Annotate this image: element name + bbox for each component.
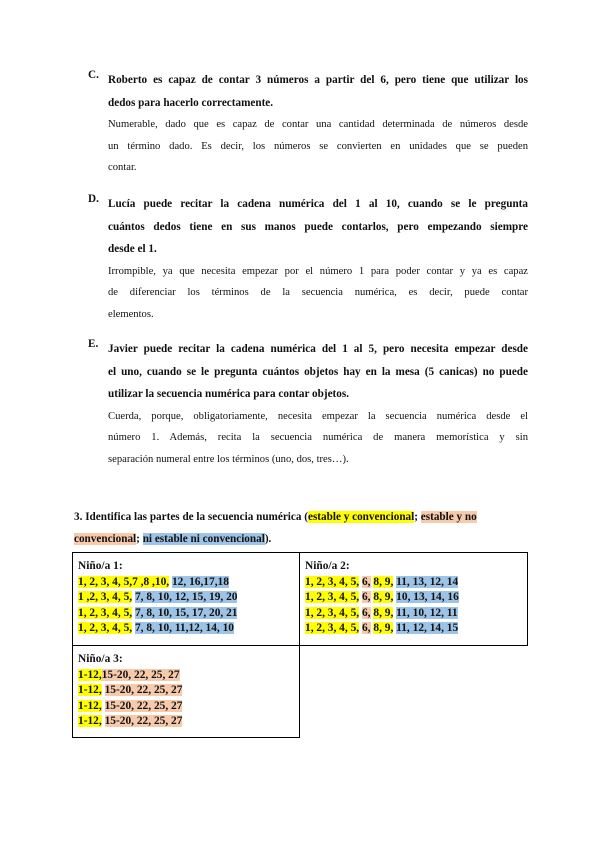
sequence-segment: 1, 2, 3, 4, 5,7 ,8 ,10, xyxy=(78,575,170,588)
sequence-segment: 1-12, xyxy=(78,715,102,728)
child-3-cell xyxy=(72,645,300,738)
section-3-intro: 3. Identifica las partes de la secuencia numérica ( xyxy=(74,511,308,523)
sequence-segment: 7, 8, 10, 15, 17, 20, 21 xyxy=(134,606,238,619)
sequence-segment: 7, 8, 10, 11,12, 14, 10 xyxy=(134,622,235,635)
legend-separator: ; xyxy=(136,533,143,545)
sequence-segment: 8, 9, xyxy=(373,591,394,604)
item-question xyxy=(108,338,528,406)
sequence-segment: 1, 2, 3, 4, 5, xyxy=(78,622,133,635)
sequence-row xyxy=(78,575,295,591)
sequence-segment: 6, xyxy=(361,591,371,604)
legend-stable-not-conventional-part2: convencional xyxy=(74,533,137,545)
legend-stable-not-conventional-part1: estable y no xyxy=(420,511,477,523)
child-1-cell xyxy=(72,552,300,646)
sequence-segment: 11, 10, 12, 11 xyxy=(396,606,458,619)
question-line: desde el 1. xyxy=(108,243,157,255)
sequence-row xyxy=(305,621,523,637)
answer-line: Numerable, dado que es capaz de contar una cantidad determinada de números desde xyxy=(108,119,528,130)
sequence-row xyxy=(78,606,295,622)
sequence-segment: 8, 9, xyxy=(373,606,394,619)
sequence-segment: 8, 9, xyxy=(373,575,394,588)
sequence-segment: 1, 2, 3, 4, 5, xyxy=(78,606,133,619)
sequence-segment: 12, 16,17,18 xyxy=(171,575,229,588)
child-rows xyxy=(78,668,295,730)
sequence-segment: 1, 2, 3, 4, 5, xyxy=(305,622,360,635)
sequence-row xyxy=(78,668,295,684)
sequence-segment: 1 ,2, 3, 4, 5, xyxy=(78,591,133,604)
sequence-segment: 15-20, 22, 25, 27 xyxy=(104,684,183,697)
child-rows xyxy=(305,575,523,637)
item-question xyxy=(108,69,528,114)
answer-line: Cuerda, porque, obligatoriamente, necesita empezar la secuencia numérica desde el xyxy=(108,410,528,422)
child-2-cell xyxy=(299,552,528,646)
sequence-segment: 6, xyxy=(361,622,371,635)
child-title: Niño/a 3: xyxy=(78,653,123,665)
item-letter: C. xyxy=(88,69,99,81)
question-line: dedos para hacerlo correctamente. xyxy=(108,96,274,109)
legend-stable-conventional: estable y convencional xyxy=(307,511,415,523)
sequence-segment: 10, 13, 14, 16 xyxy=(396,591,459,604)
sequence-row xyxy=(305,575,523,591)
sequence-row xyxy=(78,590,295,606)
sequence-segment: 1, 2, 3, 4, 5, xyxy=(305,575,360,588)
question-line: el uno, cuando se le pregunta cuántos objetos hay en la mesa (5 canicas) no puede xyxy=(108,365,528,378)
item-e xyxy=(88,338,528,470)
sequence-row xyxy=(305,590,523,606)
sequence-row xyxy=(78,699,295,715)
answer-line: contar. xyxy=(108,162,137,173)
question-line: utilizar la secuencia numérica para contar objetos. xyxy=(108,388,350,400)
item-letter: D. xyxy=(88,193,99,205)
item-question xyxy=(108,193,528,261)
legend-neither: ni estable ni convencional xyxy=(142,533,265,545)
children-sequence-table xyxy=(72,552,528,738)
answer-line: Irrompible, ya que necesita empezar por el número 1 para poder contar y ya es capaz xyxy=(108,265,528,277)
sequence-segment: 15-20, 22, 25, 27 xyxy=(104,699,183,712)
sequence-segment: 6, xyxy=(361,575,371,588)
item-letter: E. xyxy=(88,338,99,350)
question-line: cuántos dedos tiene en sus manos puede contarlos, pero empezando siempre xyxy=(108,220,528,233)
child-rows xyxy=(78,575,295,637)
item-d xyxy=(88,193,528,325)
sequence-segment: 1, 2, 3, 4, 5, xyxy=(305,606,360,619)
child-title: Niño/a 2: xyxy=(305,560,350,572)
sequence-segment: 15-20, 22, 25, 27 xyxy=(101,668,180,681)
answer-line: elementos. xyxy=(108,308,154,320)
item-answer xyxy=(108,114,528,179)
section-3-close: ). xyxy=(264,533,272,545)
sequence-segment: 15-20, 22, 25, 27 xyxy=(104,715,183,728)
sequence-row xyxy=(305,606,523,622)
sequence-segment: 1-12, xyxy=(78,699,102,712)
section-3-heading xyxy=(74,506,530,550)
sequence-segment: 8, 9, xyxy=(373,622,394,635)
answer-line: número 1. Además, recita la secuencia numérica de manera memorística y sin xyxy=(108,432,528,443)
sequence-segment: 7, 8, 10, 12, 15, 19, 20 xyxy=(134,591,238,604)
question-line: Lucía puede recitar la cadena numérica del 1 al 10, cuando se le pregunta xyxy=(108,198,528,210)
sequence-segment: 1-12, xyxy=(78,668,102,681)
legend-separator: ; xyxy=(414,511,421,523)
item-answer xyxy=(108,261,528,326)
sequence-segment: 11, 12, 14, 15 xyxy=(396,622,459,635)
answer-line: separación numeral entre los términos (uno, dos, tres…). xyxy=(108,453,349,465)
item-c xyxy=(88,69,528,179)
sequence-row xyxy=(78,714,295,730)
answer-line: de diferenciar los términos de la secuencia numérica, es decir, puede contar xyxy=(108,287,528,298)
sequence-segment: 1-12, xyxy=(78,684,102,697)
question-line: Roberto es capaz de contar 3 números a partir del 6, pero tiene que utilizar los xyxy=(108,74,528,86)
sequence-segment: 6, xyxy=(361,606,371,619)
sequence-segment: 1, 2, 3, 4, 5, xyxy=(305,591,360,604)
item-answer xyxy=(108,406,528,471)
sequence-row xyxy=(78,621,295,637)
sequence-segment: 11, 13, 12, 14 xyxy=(396,575,459,588)
sequence-row xyxy=(78,683,295,699)
question-line: Javier puede recitar la cadena numérica del 1 al 5, pero necesita empezar desde xyxy=(108,343,528,355)
answer-line: un término dado. Es decir, los números se convierten en unidades que se pueden xyxy=(108,140,528,152)
child-title: Niño/a 1: xyxy=(78,560,123,572)
